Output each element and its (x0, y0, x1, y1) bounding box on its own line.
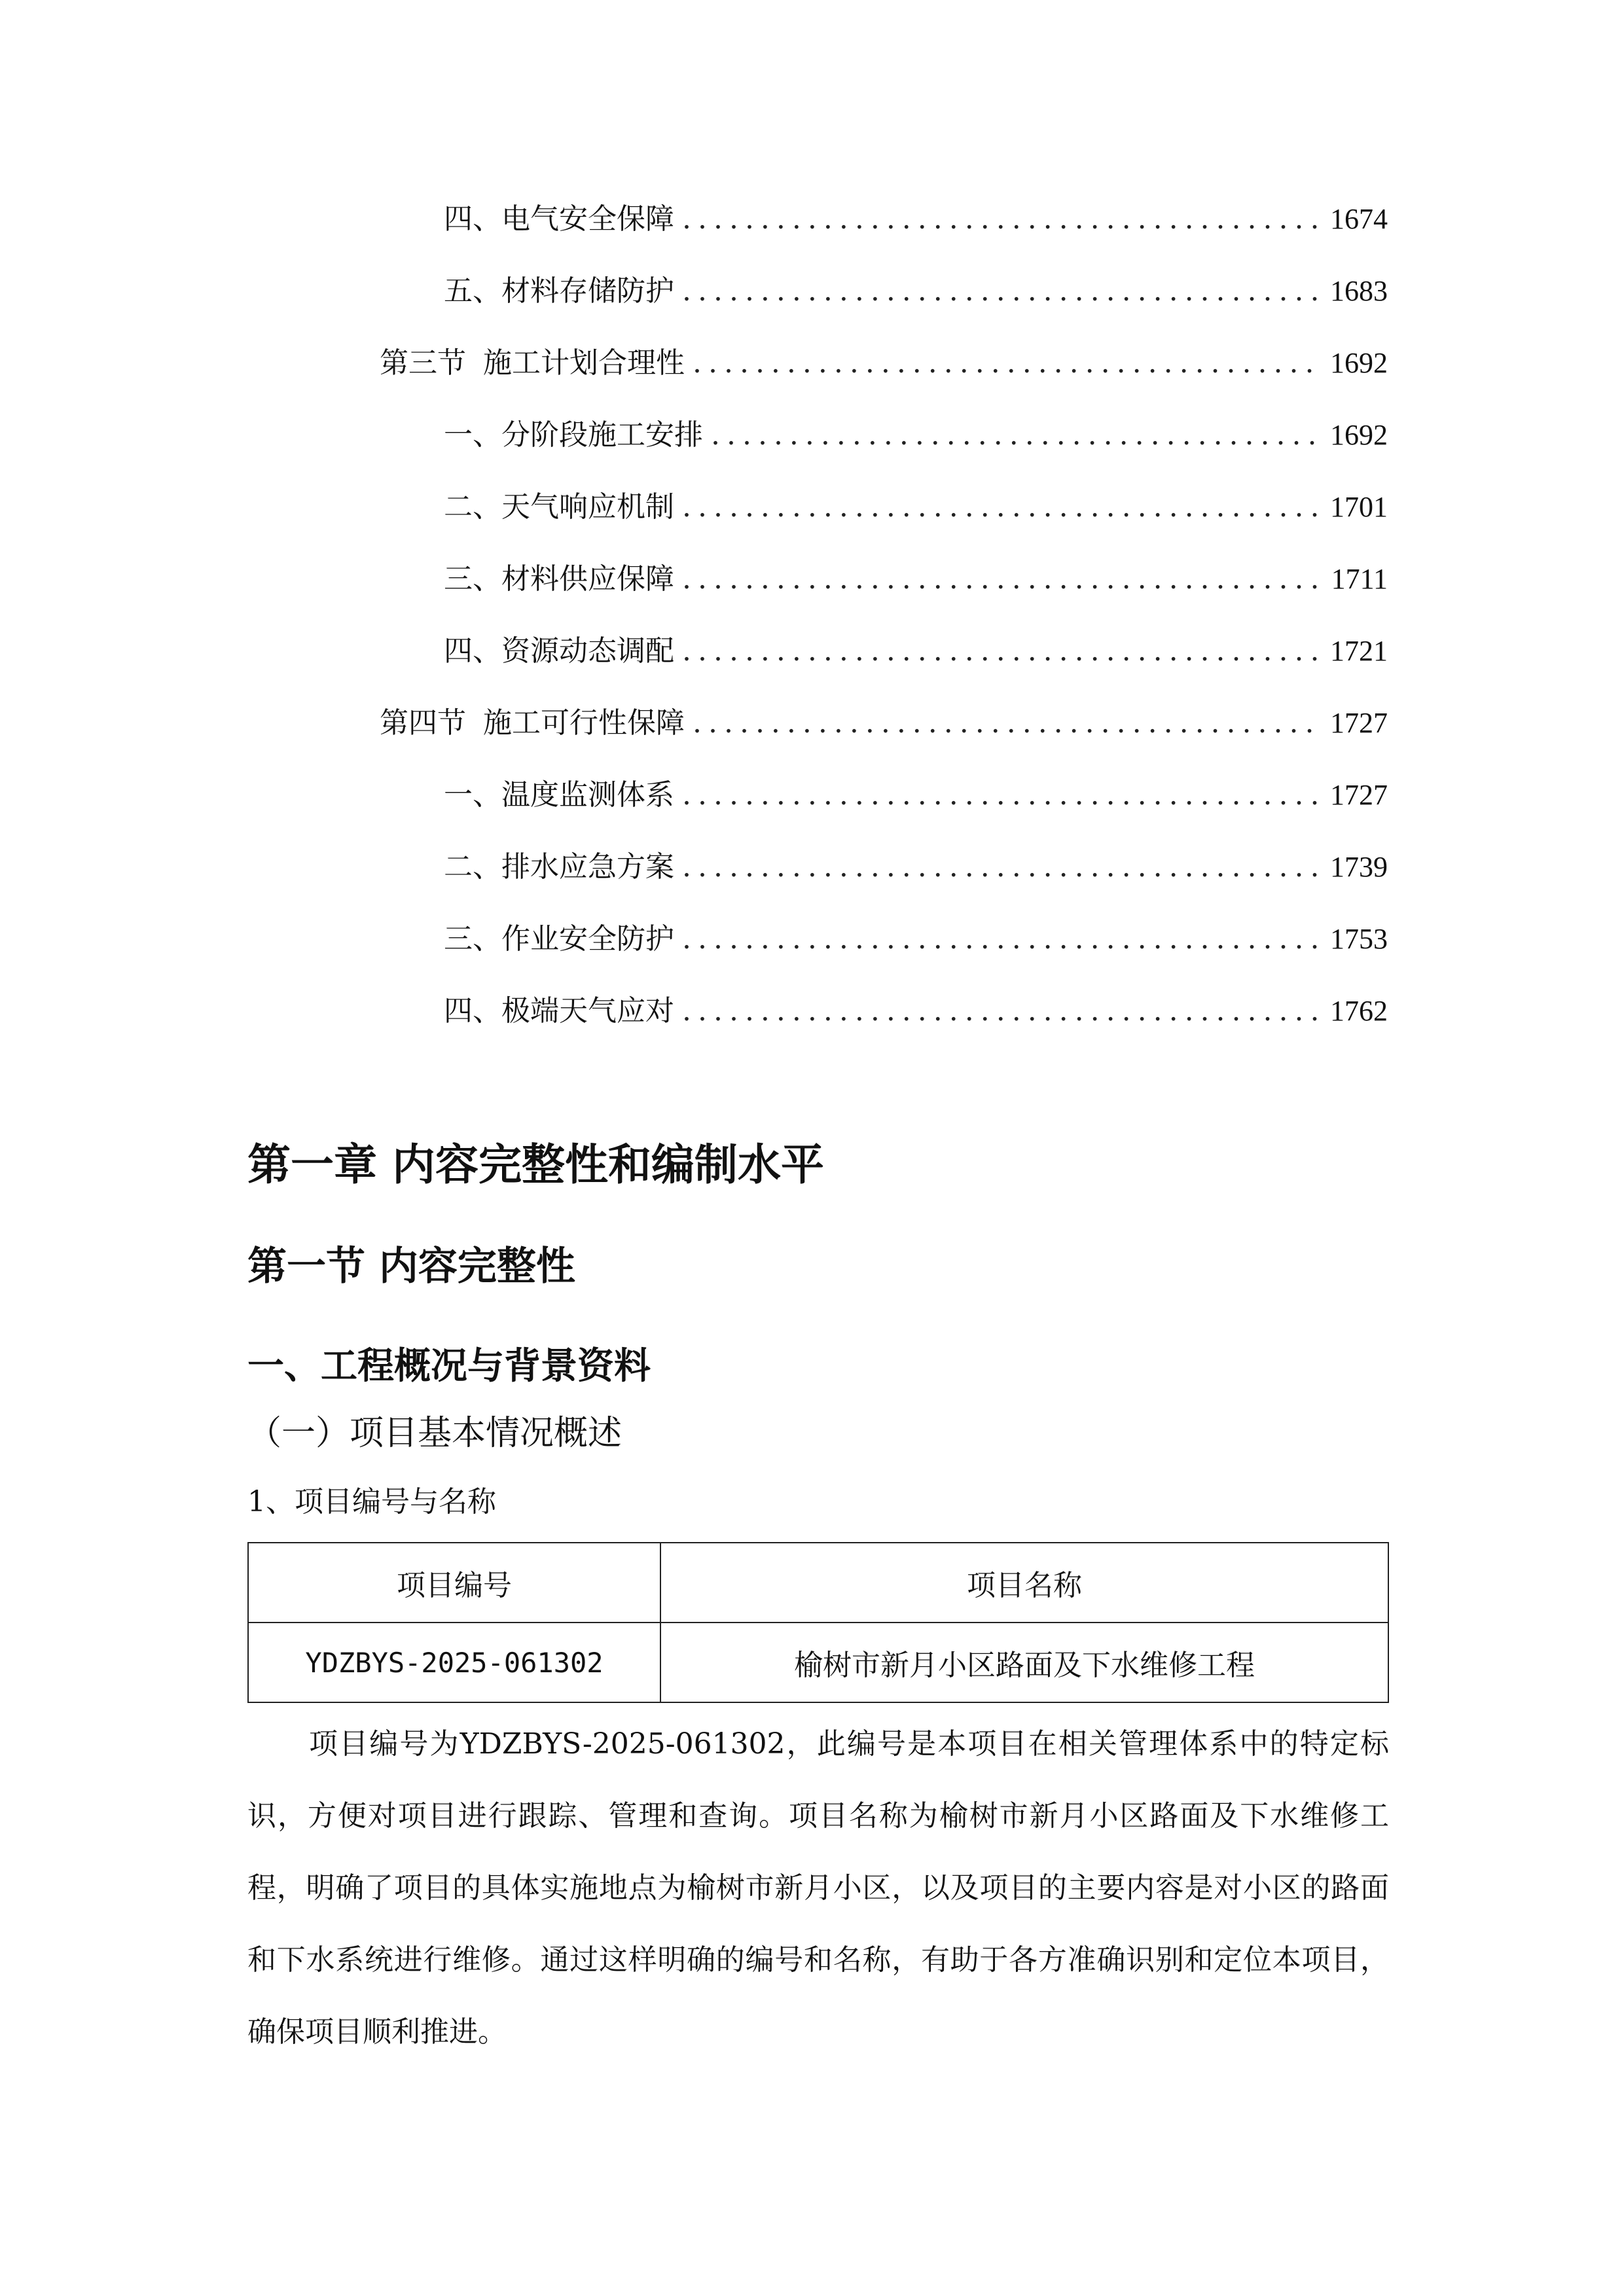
section-heading: 第一节 内容完整性 (247, 1244, 575, 1289)
toc-entry-page: 1711 (1331, 563, 1388, 595)
project-info-table (247, 1542, 1389, 1703)
table-header-cell: 项目名称 (660, 1543, 1388, 1623)
toc-entry-label: 分阶段施工安排 (501, 418, 703, 452)
toc-entry-page: 1753 (1330, 923, 1388, 955)
toc-entry-label: 天气响应机制 (501, 490, 674, 524)
toc-entry-number: 三、 (444, 922, 501, 956)
toc-entry-label: 电气安全保障 (501, 202, 674, 236)
toc-entry-page: 1727 (1330, 779, 1388, 811)
toc-entry[interactable] (444, 632, 1388, 671)
toc-leader-dots (693, 344, 1321, 383)
toc-leader-dots (682, 200, 1321, 239)
toc-leader-dots (682, 920, 1321, 959)
toc-entry[interactable] (444, 272, 1388, 311)
toc-leader-dots (693, 704, 1321, 743)
toc-entry-label: 材料存储防护 (501, 274, 674, 308)
toc-entry-label: 施工可行性保障 (483, 706, 685, 740)
toc-entry[interactable] (444, 776, 1388, 815)
toc-entry-number: 二、 (444, 490, 501, 524)
toc-leader-dots (682, 776, 1321, 815)
toc-leader-dots (682, 848, 1321, 887)
toc-entry-page: 1701 (1330, 491, 1388, 523)
toc-entry[interactable] (380, 704, 1388, 743)
table-row (248, 1623, 1388, 1702)
toc-leader-dots (682, 272, 1321, 311)
toc-entry[interactable] (444, 200, 1388, 239)
toc-leader-dots (682, 632, 1321, 671)
toc-entry-page: 1721 (1330, 635, 1388, 667)
toc-entry-label: 材料供应保障 (501, 562, 674, 596)
project-number-cell: YDZBYS-2025-061302 (248, 1623, 660, 1702)
chapter-heading: 第一章 内容完整性和编制水平 (247, 1139, 824, 1190)
toc-entry-label: 极端天气应对 (501, 994, 674, 1028)
toc-entry-page: 1762 (1330, 995, 1388, 1027)
item-heading: 1、项目编号与名称 (247, 1485, 496, 1518)
toc-entry-page: 1739 (1330, 851, 1388, 883)
toc-entry[interactable] (444, 560, 1388, 599)
toc-entry[interactable] (444, 416, 1388, 455)
toc-entry-label: 作业安全防护 (501, 922, 674, 956)
toc-entry[interactable] (444, 848, 1388, 887)
toc-leader-dots (682, 560, 1322, 599)
toc-entry[interactable] (380, 344, 1388, 383)
toc-leader-dots (682, 992, 1321, 1031)
toc-entry-number: 二、 (444, 850, 501, 884)
body-paragraph: 项目编号为YDZBYS-2025-061302，此编号是本项目在相关管理体系中的特定标识，方便对项目进行跟踪、管理和查询。项目名称为榆树市新月小区路面及下水维修工程，明确了项目的具体实施地点为榆树市新月小区，以及项目的主要内容是对小区的路面和下水系统进行维修。通过这样明确的编号和名称，有助于各方准确识别和定位本项目，确保项目顺利推进。 (247, 1727, 1389, 2049)
subsection-heading: 一、工程概况与背景资料 (247, 1345, 651, 1388)
toc-entry-page: 1674 (1330, 203, 1388, 235)
toc-entry[interactable] (444, 920, 1388, 959)
toc-entry-page: 1727 (1330, 707, 1388, 739)
toc-entry-number: 第三节 (380, 346, 466, 380)
project-name-cell: 榆树市新月小区路面及下水维修工程 (660, 1623, 1388, 1702)
table-header-cell: 项目编号 (248, 1543, 660, 1623)
toc-entry-label: 施工计划合理性 (483, 346, 685, 380)
toc-entry[interactable] (444, 488, 1388, 527)
toc-entry-label: 资源动态调配 (501, 634, 674, 668)
toc-entry-label: 排水应急方案 (501, 850, 674, 884)
toc-entry-page: 1683 (1330, 275, 1388, 307)
toc-entry-page: 1692 (1330, 419, 1388, 451)
toc-entry-number: 三、 (444, 562, 501, 596)
toc-entry-number: 一、 (444, 778, 501, 812)
toc-entry-number: 五、 (444, 274, 501, 308)
toc-entry-number: 第四节 (380, 706, 466, 740)
toc-entry-number: 四、 (444, 994, 501, 1028)
toc-entry-label: 温度监测体系 (501, 778, 674, 812)
subsubsection-heading: （一）项目基本情况概述 (247, 1414, 623, 1453)
toc-entry-number: 四、 (444, 202, 501, 236)
toc-entry[interactable] (444, 992, 1388, 1031)
toc-entry-number: 四、 (444, 634, 501, 668)
table-header-row (248, 1543, 1388, 1623)
toc-leader-dots (711, 416, 1321, 455)
toc-leader-dots (682, 488, 1321, 527)
toc-entry-page: 1692 (1330, 347, 1388, 379)
toc-entry-number: 一、 (444, 418, 501, 452)
